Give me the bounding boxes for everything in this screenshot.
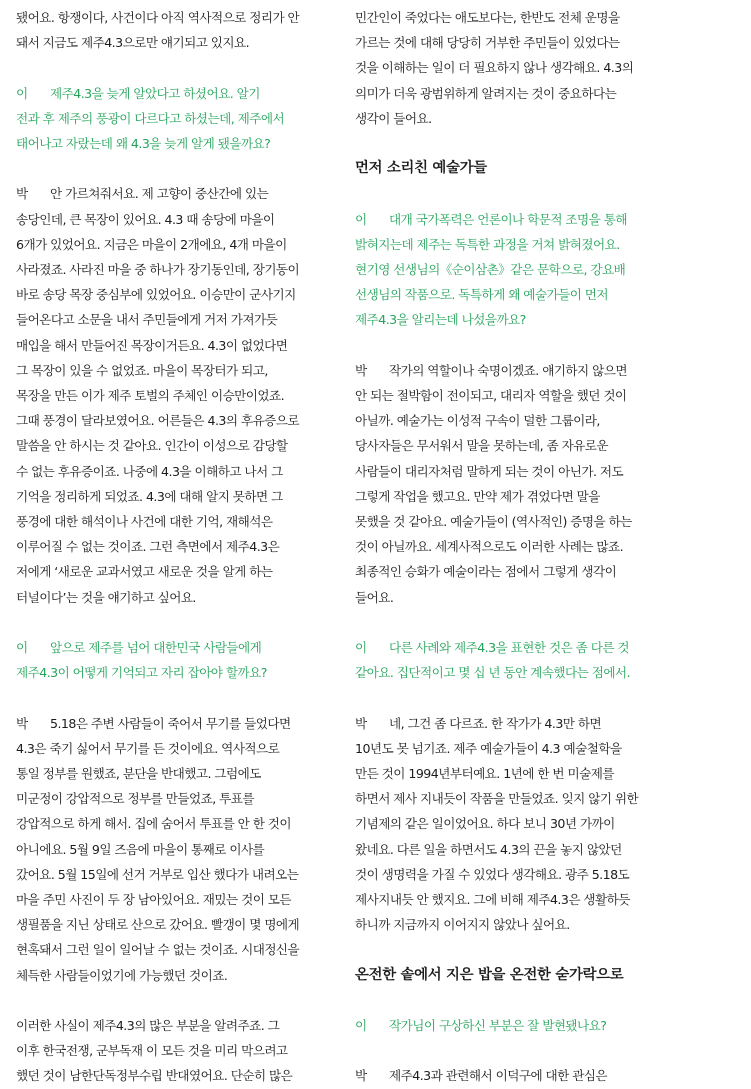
text-line — [355, 761, 685, 786]
line-text: 아닐까. 예술가는 이성적 구속이 덜한 그룹이라, — [355, 413, 600, 429]
line-text: 10년도 못 넘기죠. 제주 예술가들이 4.3 예술철학을 — [355, 740, 622, 756]
speaker-interviewee: 박 — [16, 186, 28, 202]
text-line — [16, 207, 344, 232]
text-line — [16, 1038, 344, 1063]
line-text: 것이 생명력을 가질 수 있었다 생각해요. 광주 5.18도 — [355, 866, 630, 882]
section-heading: 먼저 소리친 예술가들 — [355, 160, 487, 177]
line-text: 들어요. — [355, 589, 394, 605]
text-line — [355, 55, 685, 80]
line-text: 수 없는 후유증이죠. 나중에 4.3을 이해하고 나서 그 — [16, 463, 283, 479]
text-line — [16, 30, 344, 55]
text-line — [16, 837, 344, 862]
text-line — [355, 282, 685, 307]
text-line — [16, 232, 344, 257]
speaker-interviewer: 이 — [355, 211, 367, 227]
line-text: 됐어요. 항쟁이다, 사건이다 아직 역사적으로 정리가 안 — [16, 10, 300, 25]
line-text: 체득한 사람들이었기에 가능했던 것이죠. — [16, 967, 228, 983]
paragraph-gap — [16, 988, 344, 1013]
line-text: 만든 것이 1994년부터예요. 1년에 한 번 미술제를 — [355, 766, 614, 782]
text-line — [355, 736, 685, 761]
paragraph-gap — [16, 610, 344, 635]
paragraph-gap — [355, 988, 685, 1013]
text-line — [16, 786, 344, 811]
speaker-interviewee: 박 — [355, 715, 367, 731]
line-text: 이후 한국전쟁, 군부독재 이 모든 것을 미리 막으려고 — [16, 1043, 288, 1059]
interviewer-question — [16, 635, 344, 685]
line-text: 미군정이 강압적으로 정부를 만들었죠, 투표를 — [16, 791, 254, 807]
paragraph-gap — [16, 685, 344, 710]
text-line — [355, 534, 685, 559]
line-text: 마을 주민 사진이 두 장 남아있어요. 재밌는 것이 모든 — [16, 892, 292, 908]
speaker-interviewer: 이 — [355, 1018, 367, 1034]
line-text: 가르는 것에 대해 당당히 거부한 주민들이 있었다는 — [355, 35, 620, 51]
line-text: 하면서 제사 지내듯이 작품을 만들었죠. 잊지 않기 위한 — [355, 791, 639, 807]
text-line — [16, 937, 344, 962]
line-text: 것을 이해하는 일이 더 필요하지 않나 생각해요. 4.3의 — [355, 60, 634, 76]
body-paragraph — [355, 5, 685, 131]
paragraph-gap — [355, 685, 685, 710]
line-text: 태어나고 자랐는데 왜 4.3을 늦게 알게 됐을까요? — [16, 136, 271, 151]
text-line — [16, 484, 344, 509]
text-line — [355, 257, 685, 282]
line-text: 것이 아닐까요. 세계사적으로도 이러한 사례는 많죠. — [355, 539, 624, 555]
text-line — [16, 358, 344, 383]
text-line — [16, 887, 344, 912]
line-text: 제주4.3을 늦게 알았다고 하셨어요. 알기 — [50, 85, 260, 101]
text-line — [355, 433, 685, 458]
paragraph-gap — [355, 937, 685, 962]
interviewee-answer — [355, 358, 685, 610]
text-line — [16, 5, 344, 30]
line-text: 기념제의 같은 일이었어요. 하다 보니 30년 가까이 — [355, 816, 615, 832]
line-text: 제주4.3과 관련해서 이덕구에 대한 관심은 — [389, 1068, 608, 1084]
paragraph-gap — [355, 333, 685, 358]
paragraph-gap — [355, 131, 685, 156]
body-paragraph — [16, 5, 344, 55]
text-line — [355, 811, 685, 836]
text-line — [355, 408, 685, 433]
text-line — [16, 711, 344, 736]
line-text: 사람들이 대리자처럼 말하게 되는 것이 아닌가. 저도 — [355, 463, 624, 479]
text-line — [16, 963, 344, 988]
paragraph-gap — [355, 181, 685, 206]
line-text: 5.18은 주변 사람들이 죽어서 무기를 들었다면 — [50, 715, 291, 731]
text-line — [16, 559, 344, 584]
line-text: 선생님의 작품으로. 독특하게 왜 예술가들이 먼저 — [355, 287, 609, 303]
text-line — [355, 660, 685, 685]
text-line — [16, 862, 344, 887]
interviewer-question — [355, 1013, 685, 1038]
line-text: 사라졌죠. 사라진 마을 중 하나가 장기동인데, 장기동이 — [16, 262, 300, 277]
interviewer-question — [355, 207, 685, 333]
text-line — [16, 282, 344, 307]
text-line — [355, 912, 685, 937]
line-text: 송당인데, 큰 목장이 있어요. 4.3 때 송당에 마을이 — [16, 211, 275, 227]
line-text: 저에게 ‘새로운 교과서였고 새로운 것을 알게 하는 — [16, 564, 273, 580]
interviewer-question — [16, 81, 344, 157]
line-text: 그 목장이 있을 수 없었죠. 마을이 목장터가 되고, — [16, 362, 268, 378]
text-line — [355, 207, 685, 232]
text-line — [355, 887, 685, 912]
line-text: 갔어요. 5월 15일에 선거 거부로 입산 했다가 내려오는 — [16, 866, 299, 882]
text-line — [16, 761, 344, 786]
line-text: 전과 후 제주의 풍광이 다르다고 하셨는데, 제주에서 — [16, 110, 285, 126]
text-line — [16, 912, 344, 937]
line-text: 풍경에 대한 해석이나 사건에 대한 기억, 재해석은 — [16, 514, 273, 530]
line-text: 그렇게 작업을 했고요. 만약 제가 겪었다면 말을 — [355, 488, 600, 504]
line-text: 이러한 사실이 제주4.3의 많은 부분을 알려주죠. 그 — [16, 1018, 280, 1034]
line-text: 안 가르쳐줘서요. 제 고향이 중산간에 있는 — [50, 186, 269, 202]
paragraph-gap — [16, 55, 344, 80]
text-line — [16, 106, 344, 131]
line-text: 작가님이 구상하신 부분은 잘 발현됐나요? — [389, 1018, 607, 1034]
speaker-interviewer: 이 — [16, 640, 28, 656]
text-line — [16, 811, 344, 836]
line-text: 최종적인 승화가 예술이라는 점에서 그렇게 생각이 — [355, 564, 617, 580]
text-line — [16, 383, 344, 408]
line-text: 현기영 선생님의《순이삼촌》같은 문학으로, 강요배 — [355, 262, 626, 277]
text-line — [16, 433, 344, 458]
text-line — [355, 232, 685, 257]
line-text: 그때 풍경이 달라보였어요. 어른들은 4.3의 후유증으로 — [16, 413, 300, 429]
text-line — [355, 862, 685, 887]
line-text: 생필품을 지닌 상태로 산으로 갔어요. 빨갱이 몇 명에게 — [16, 917, 300, 933]
interviewee-answer — [355, 711, 685, 938]
line-text: 6개가 있었어요. 지금은 마을이 2개에요, 4개 마을이 — [16, 236, 287, 252]
speaker-interviewee: 박 — [355, 362, 367, 378]
text-line — [355, 81, 685, 106]
line-text: 민간인이 죽었다는 애도보다는, 한반도 전체 운명을 — [355, 10, 620, 25]
interviewee-answer — [355, 1063, 685, 1088]
text-line — [355, 30, 685, 55]
line-text: 생각이 들어요. — [355, 110, 432, 126]
section-heading: 온전한 솥에서 지은 밥을 온전한 숟가락으로 — [355, 966, 624, 983]
line-text: 네, 그건 좀 다르죠. 한 작가가 4.3만 하면 — [389, 715, 602, 731]
left-column — [16, 5, 344, 1089]
line-text: 기억을 정리하게 되었죠. 4.3에 대해 알지 못하면 그 — [16, 488, 283, 504]
line-text: 제주4.3이 어떻게 기억되고 자리 잡아야 할까요? — [16, 665, 267, 681]
text-line — [355, 711, 685, 736]
text-line — [355, 559, 685, 584]
speaker-interviewee: 박 — [16, 715, 28, 731]
text-line — [355, 1013, 685, 1038]
right-column — [355, 5, 685, 1089]
paragraph-gap — [355, 610, 685, 635]
text-line — [16, 660, 344, 685]
text-line — [355, 786, 685, 811]
line-text: 왔네요. 다른 일을 하면서도 4.3의 끈을 놓지 않았던 — [355, 841, 622, 857]
speaker-interviewee: 박 — [355, 1068, 367, 1084]
text-line — [16, 181, 344, 206]
text-line — [355, 307, 685, 332]
text-line — [16, 509, 344, 534]
text-line — [16, 131, 344, 156]
line-text: 했던 것이 남한단독정부수립 반대였어요. 단순히 많은 — [16, 1068, 293, 1084]
text-line — [355, 837, 685, 862]
text-line — [355, 635, 685, 660]
text-line — [355, 585, 685, 610]
line-text: 같아요. 집단적이고 몇 십 년 동안 계속했다는 점에서. — [355, 665, 631, 681]
speaker-interviewer: 이 — [355, 640, 367, 656]
text-line — [16, 635, 344, 660]
line-text: 아니에요. 5월 9일 즈음에 마을이 통째로 이사를 — [16, 841, 265, 857]
text-line — [16, 736, 344, 761]
text-line — [355, 106, 685, 131]
interviewee-answer — [16, 181, 344, 609]
line-text: 앞으로 제주를 넘어 대한민국 사람들에게 — [50, 640, 262, 656]
text-line — [16, 81, 344, 106]
text-line — [16, 459, 344, 484]
text-line — [355, 484, 685, 509]
text-line — [16, 408, 344, 433]
text-line — [16, 585, 344, 610]
line-text: 강압적으로 하게 해서. 집에 숨어서 투표를 안 한 것이 — [16, 816, 292, 832]
line-text: 목장을 만든 이가 제주 토벌의 주체인 이승만이었죠. — [16, 388, 285, 404]
line-text: 다른 사례와 제주4.3을 표현한 것은 좀 다른 것 — [389, 640, 630, 656]
line-text: 의미가 더욱 광범위하게 알려지는 것이 중요하다는 — [355, 85, 617, 101]
line-text: 통일 정부를 원했죠, 분단을 반대했고. 그럼에도 — [16, 766, 261, 782]
line-text: 4.3은 죽기 싫어서 무기를 든 것이에요. 역사적으로 — [16, 740, 280, 756]
line-text: 하니까 지금까지 이어지지 않았나 싶어요. — [355, 917, 570, 933]
text-line — [16, 1013, 344, 1038]
text-line — [355, 509, 685, 534]
interviewee-answer — [16, 711, 344, 988]
text-line — [16, 534, 344, 559]
line-text: 못했을 것 같아요. 예술가들이 (역사적인) 증명을 하는 — [355, 514, 632, 530]
line-text: 돼서 지금도 제주4.3으로만 얘기되고 있지요. — [16, 35, 250, 51]
text-line — [16, 1063, 344, 1088]
line-text: 제주4.3을 알리는데 나섰을까요? — [355, 312, 526, 328]
line-text: 제사지내듯 안 했지요. 그에 비해 제주4.3은 생활하듯 — [355, 892, 630, 908]
line-text: 말씀을 안 하시는 것 같아요. 인간이 이성으로 감당할 — [16, 438, 288, 454]
text-line — [355, 5, 685, 30]
line-text: 현혹돼서 그런 일이 일어날 수 없는 것이죠. 시대정신을 — [16, 942, 300, 958]
line-text: 작가의 역할이나 숙명이겠죠. 얘기하지 않으면 — [389, 362, 627, 378]
line-text: 바로 송당 목장 중심부에 있었어요. 이승만이 군사기지 — [16, 287, 296, 303]
line-text: 당사자들은 무서워서 말을 못하는데, 좀 자유로운 — [355, 438, 609, 454]
line-text: 매입을 해서 만들어진 목장이거든요. 4.3이 없었다면 — [16, 337, 288, 353]
line-text: 대개 국가폭력은 언론이나 학문적 조명을 통해 — [389, 211, 627, 227]
speaker-interviewer: 이 — [16, 85, 28, 101]
line-text: 이루어질 수 없는 것이죠. 그런 측면에서 제주4.3은 — [16, 539, 280, 555]
interviewer-question — [355, 635, 685, 685]
text-line — [355, 1063, 685, 1088]
body-paragraph — [16, 1013, 344, 1089]
text-line — [16, 257, 344, 282]
line-text: 안 되는 절박함이 전이되고, 대리자 역할을 했던 것이 — [355, 388, 627, 403]
paragraph-gap — [16, 156, 344, 181]
text-line — [355, 459, 685, 484]
line-text: 터널이다’는 것을 얘기하고 싶어요. — [16, 589, 196, 605]
text-line — [355, 383, 685, 408]
paragraph-gap — [355, 1038, 685, 1063]
line-text: 들어온다고 소문을 내서 주민들에게 거저 가져가듯 — [16, 312, 278, 328]
text-line — [355, 358, 685, 383]
text-line — [16, 333, 344, 358]
line-text: 밝혀지는데 제주는 독특한 과정을 거쳐 밝혀졌어요. — [355, 236, 620, 252]
text-line — [16, 307, 344, 332]
